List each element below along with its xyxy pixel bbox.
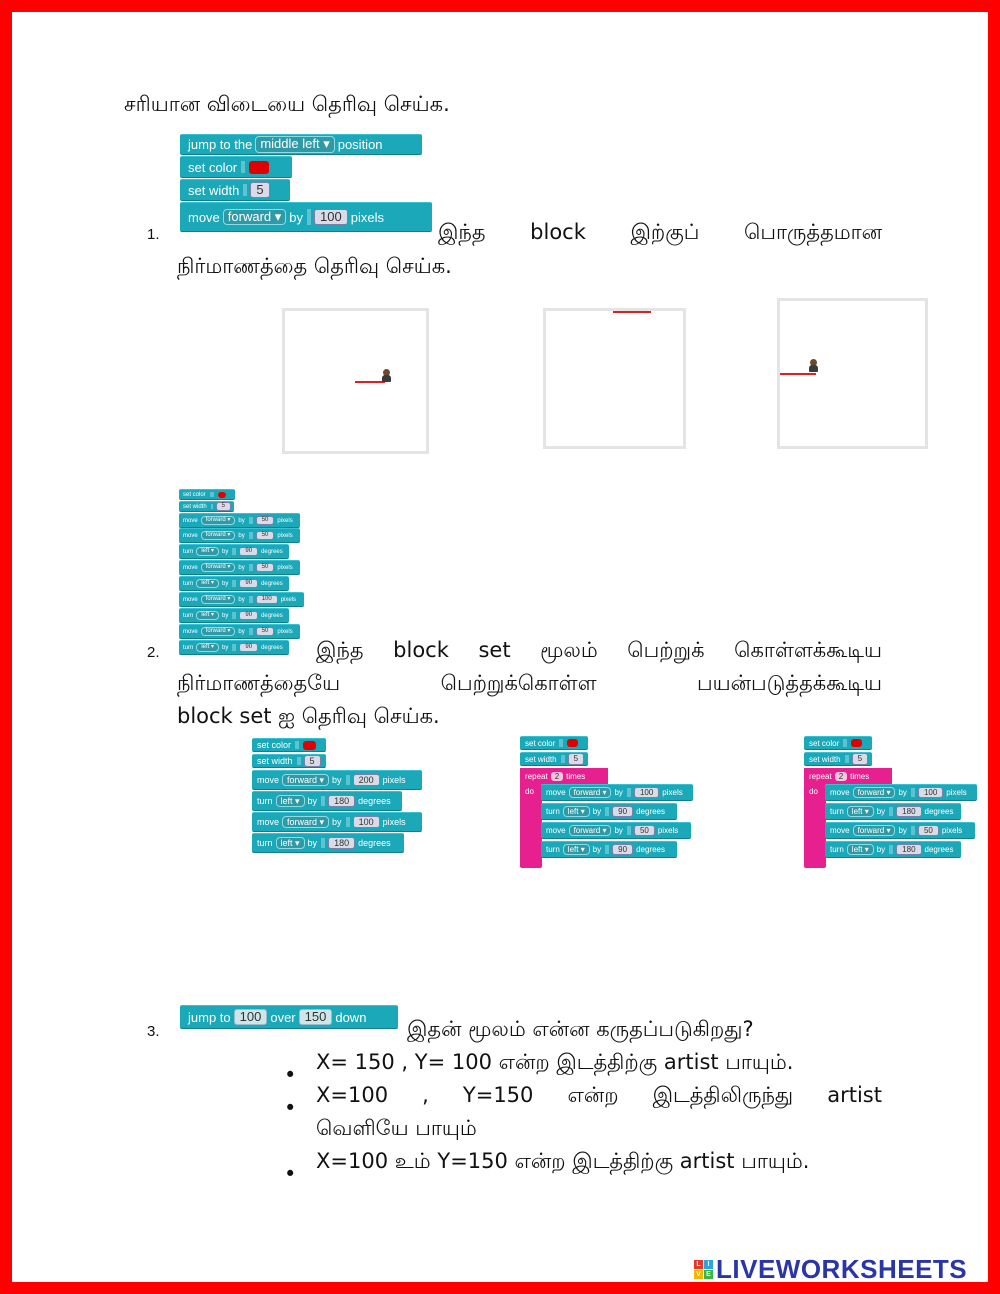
direction-dropdown[interactable]: forward ▾ bbox=[282, 774, 329, 786]
angle-value[interactable]: 180 bbox=[328, 837, 355, 849]
question-2-number: 2. bbox=[147, 644, 160, 661]
input-notch bbox=[249, 564, 253, 572]
block-label: pixels bbox=[941, 826, 963, 835]
direction-dropdown[interactable]: forward ▾ bbox=[201, 595, 236, 604]
input-notch bbox=[321, 838, 325, 849]
block-label: by bbox=[876, 807, 886, 816]
block-label: set width bbox=[183, 503, 207, 510]
block-label: by bbox=[238, 596, 245, 603]
block-label: by bbox=[898, 826, 907, 835]
question-3-text: இதன் மூலம் என்ன கருதப்படுகிறது? bbox=[407, 1017, 754, 1041]
input-notch bbox=[232, 580, 236, 588]
input-notch bbox=[561, 755, 565, 762]
move-block bbox=[179, 513, 300, 528]
block-label: set color bbox=[183, 491, 206, 498]
worksheet-page bbox=[12, 12, 988, 1282]
direction-dropdown[interactable]: forward ▾ bbox=[282, 816, 329, 828]
logo-text: LIVEWORKSHEETS bbox=[716, 1254, 968, 1282]
input-notch bbox=[911, 788, 915, 797]
move-block bbox=[179, 528, 300, 543]
direction-dropdown[interactable]: forward ▾ bbox=[201, 531, 236, 540]
input-notch bbox=[249, 596, 253, 604]
block-label: pixels bbox=[277, 517, 293, 524]
block-label: set color bbox=[188, 159, 238, 175]
repeat-block bbox=[520, 768, 608, 785]
distance-value[interactable]: 200 bbox=[353, 774, 380, 786]
block-label: move bbox=[257, 817, 280, 827]
block-label: move bbox=[183, 532, 198, 539]
block-label: by bbox=[222, 580, 229, 587]
block-label: turn bbox=[257, 796, 273, 806]
block-label: turn bbox=[183, 644, 194, 651]
block-label: turn bbox=[183, 580, 194, 587]
instruction-heading: சரியான விடையை தெரிவு செய்க. bbox=[124, 92, 450, 116]
input-notch bbox=[295, 741, 299, 748]
color-swatch[interactable] bbox=[303, 741, 316, 750]
input-notch bbox=[249, 517, 253, 525]
block-label: by bbox=[898, 788, 907, 797]
width-block bbox=[179, 501, 234, 512]
distance-value[interactable]: 50 bbox=[918, 825, 939, 836]
angle-value[interactable]: 90 bbox=[239, 643, 258, 652]
move-block bbox=[825, 784, 977, 801]
block-label: by bbox=[238, 532, 245, 539]
text-fragment: இற்குப் bbox=[630, 220, 700, 244]
answer-option-2-continued: வெளியே பாயும் bbox=[316, 1116, 477, 1140]
color-block bbox=[520, 736, 588, 750]
position-dropdown[interactable]: middle left ▾ bbox=[255, 136, 334, 153]
direction-dropdown[interactable]: forward ▾ bbox=[569, 787, 612, 798]
text-fragment: இடத்திலிருந்து bbox=[652, 1083, 794, 1107]
direction-dropdown[interactable]: forward ▾ bbox=[201, 563, 236, 572]
turn-block bbox=[825, 841, 961, 858]
direction-dropdown[interactable]: forward ▾ bbox=[201, 516, 236, 525]
direction-dropdown[interactable]: forward ▾ bbox=[223, 209, 287, 226]
text-fragment: , bbox=[422, 1083, 429, 1107]
answer-option-1[interactable]: X= 150 , Y= 100 என்ற இடத்திற்கு artist பாயும். bbox=[316, 1050, 794, 1074]
direction-dropdown[interactable]: forward ▾ bbox=[853, 825, 896, 836]
block-label: set width bbox=[809, 754, 841, 764]
block-label: jump to the bbox=[188, 137, 253, 152]
block-label: degrees bbox=[924, 845, 954, 854]
block-label: by bbox=[332, 775, 342, 785]
answer-option-c-canvas[interactable] bbox=[777, 298, 928, 449]
input-notch bbox=[211, 504, 213, 509]
block-label: set color bbox=[525, 738, 556, 748]
block-label: by bbox=[592, 807, 602, 816]
turn-dropdown[interactable]: left ▾ bbox=[276, 795, 305, 807]
turn-block bbox=[179, 544, 289, 559]
input-notch bbox=[210, 492, 214, 497]
answer-option-3-bullet: • bbox=[284, 1162, 297, 1186]
distance-value[interactable]: 100 bbox=[314, 209, 348, 226]
set-width-block bbox=[180, 179, 290, 201]
block-label: set width bbox=[257, 756, 293, 766]
turn-block bbox=[252, 791, 402, 811]
distance-value[interactable]: 100 bbox=[634, 787, 659, 798]
question-1-number: 1. bbox=[147, 226, 160, 243]
block-label: by bbox=[238, 564, 245, 571]
block-label: by bbox=[222, 644, 229, 651]
block-label: by bbox=[876, 845, 886, 854]
move-block bbox=[252, 812, 422, 832]
direction-dropdown[interactable]: forward ▾ bbox=[853, 787, 896, 798]
block-label: by bbox=[238, 628, 245, 635]
turn-dropdown[interactable]: left ▾ bbox=[196, 547, 219, 556]
input-notch bbox=[889, 845, 893, 854]
block-label: repeat bbox=[809, 772, 832, 781]
block-label: by bbox=[238, 517, 245, 524]
block-label: move bbox=[546, 788, 566, 797]
logo-mark-icon bbox=[694, 1260, 713, 1279]
text-fragment: இந்த bbox=[438, 220, 486, 244]
distance-value[interactable]: 50 bbox=[256, 563, 275, 572]
do-label: do bbox=[525, 787, 534, 796]
input-notch bbox=[627, 826, 631, 835]
color-block bbox=[804, 736, 872, 750]
logo-letter-tile: L bbox=[694, 1260, 703, 1269]
move-block bbox=[541, 784, 693, 801]
input-notch bbox=[243, 184, 247, 196]
block-label: move bbox=[257, 775, 280, 785]
angle-value[interactable]: 90 bbox=[239, 611, 258, 620]
liveworksheets-logo bbox=[694, 1254, 967, 1282]
turn-dropdown[interactable]: left ▾ bbox=[276, 837, 305, 849]
set-color-block bbox=[180, 156, 292, 178]
question-1-text-line2: நிர்மாணத்தை தெரிவு செய்க. bbox=[177, 254, 452, 278]
block-label: move bbox=[183, 596, 198, 603]
angle-value[interactable]: 90 bbox=[612, 844, 633, 855]
block-label: degrees bbox=[924, 807, 954, 816]
input-notch bbox=[297, 757, 301, 764]
answer-option-2-bullet: • bbox=[284, 1096, 297, 1120]
block-label: degrees bbox=[261, 612, 283, 619]
turn-block bbox=[179, 608, 289, 623]
move-block bbox=[252, 770, 422, 790]
block-label: turn bbox=[830, 807, 844, 816]
drawn-line bbox=[613, 311, 651, 313]
move-block bbox=[825, 822, 975, 839]
block-label: by bbox=[307, 838, 318, 848]
color-swatch[interactable] bbox=[567, 739, 578, 747]
block-label: by bbox=[222, 548, 229, 555]
block-label: degrees bbox=[358, 838, 391, 848]
logo-letter-tile: I bbox=[704, 1260, 713, 1269]
question-3-number: 3. bbox=[147, 1023, 160, 1040]
block-label: over bbox=[270, 1009, 296, 1025]
logo-letter-tile: V bbox=[694, 1270, 703, 1279]
block-label: pixels bbox=[662, 788, 683, 797]
question-2-text-line3: block set ஐ தெரிவு செய்க. bbox=[177, 704, 440, 728]
question-2-text-line2: நிர்மாணத்தையே பெற்றுக்கொள்ள பயன்படுத்தக்கூடிய bbox=[177, 671, 882, 695]
block-label: degrees bbox=[636, 807, 665, 816]
input-notch bbox=[559, 739, 563, 746]
x-value[interactable]: 100 bbox=[234, 1009, 268, 1026]
block-label: move bbox=[830, 788, 850, 797]
angle-value[interactable]: 180 bbox=[328, 795, 355, 807]
block-label: down bbox=[335, 1009, 367, 1025]
turn-block bbox=[179, 640, 289, 655]
block-label: move bbox=[183, 628, 198, 635]
answer-option-b-canvas[interactable] bbox=[543, 308, 686, 449]
angle-value[interactable]: 180 bbox=[896, 844, 921, 855]
logo-letter-tile: E bbox=[704, 1270, 713, 1279]
distance-value[interactable]: 50 bbox=[256, 627, 275, 636]
width-block bbox=[520, 752, 588, 766]
distance-value[interactable]: 50 bbox=[634, 825, 655, 836]
move-block bbox=[179, 592, 304, 607]
width-block bbox=[804, 752, 872, 766]
block-label: position bbox=[337, 137, 383, 152]
block-label: degrees bbox=[261, 548, 283, 555]
jump-to-position-block bbox=[180, 134, 422, 155]
turn-dropdown[interactable]: left ▾ bbox=[196, 611, 219, 620]
turn-dropdown[interactable]: left ▾ bbox=[196, 579, 219, 588]
input-notch bbox=[843, 739, 847, 746]
input-notch bbox=[249, 532, 253, 540]
block-label: set color bbox=[809, 738, 840, 748]
input-notch bbox=[889, 807, 893, 816]
distance-value[interactable]: 50 bbox=[256, 516, 275, 525]
question-2-text-line1: இந்த block set மூலம் பெற்றுக் கொள்ளக்கூடிய bbox=[316, 638, 882, 662]
block-label: pixels bbox=[280, 596, 297, 603]
text-fragment: என்ற bbox=[567, 1083, 619, 1107]
block-label: degrees bbox=[261, 644, 283, 651]
color-block bbox=[179, 489, 235, 500]
distance-value[interactable]: 100 bbox=[918, 787, 943, 798]
block-label: turn bbox=[830, 845, 844, 854]
block-label: times bbox=[566, 772, 586, 781]
block-label: pixels bbox=[277, 564, 293, 571]
block-label: turn bbox=[183, 548, 194, 555]
turn-dropdown[interactable]: left ▾ bbox=[196, 643, 219, 652]
text-fragment: Y=150 bbox=[462, 1083, 534, 1107]
text-fragment: artist bbox=[827, 1083, 882, 1107]
turn-block bbox=[825, 803, 961, 820]
width-value[interactable]: 5 bbox=[852, 753, 868, 764]
distance-value[interactable]: 100 bbox=[256, 595, 278, 604]
block-label: by bbox=[592, 845, 602, 854]
color-swatch[interactable] bbox=[218, 492, 226, 498]
turn-block bbox=[179, 576, 289, 591]
turn-block bbox=[252, 833, 404, 853]
block-label: by bbox=[289, 209, 304, 225]
block-label: move bbox=[830, 826, 850, 835]
block-label: move bbox=[188, 209, 220, 225]
input-notch bbox=[249, 628, 253, 636]
block-label: pixels bbox=[277, 532, 293, 539]
question-1-text-line1 bbox=[438, 216, 882, 249]
angle-value[interactable]: 90 bbox=[612, 806, 633, 817]
turn-dropdown[interactable]: left ▾ bbox=[563, 844, 590, 855]
block-label: pixels bbox=[657, 826, 679, 835]
block-label: by bbox=[332, 817, 342, 827]
block-label: repeat bbox=[525, 772, 548, 781]
input-notch bbox=[845, 755, 849, 762]
block-label: pixels bbox=[277, 628, 293, 635]
input-notch bbox=[911, 826, 915, 835]
distance-value[interactable]: 100 bbox=[353, 816, 380, 828]
width-value[interactable]: 5 bbox=[304, 755, 321, 767]
block-label: move bbox=[183, 564, 198, 571]
angle-value[interactable]: 90 bbox=[239, 547, 258, 556]
width-value[interactable]: 5 bbox=[216, 502, 231, 511]
text-fragment: X=100 bbox=[316, 1083, 389, 1107]
input-notch bbox=[232, 548, 236, 556]
block-label: degrees bbox=[636, 845, 665, 854]
block-label: jump to bbox=[188, 1009, 231, 1025]
jump-to-coordinates-block bbox=[180, 1005, 398, 1029]
angle-value[interactable]: 90 bbox=[239, 579, 258, 588]
block-label: turn bbox=[257, 838, 273, 848]
input-notch bbox=[307, 209, 311, 226]
block-label: pixels bbox=[946, 788, 967, 797]
block-label: turn bbox=[546, 807, 560, 816]
y-value[interactable]: 150 bbox=[299, 1009, 333, 1026]
direction-dropdown[interactable]: forward ▾ bbox=[201, 627, 236, 636]
drawn-line bbox=[780, 373, 816, 375]
block-label: by bbox=[307, 796, 318, 806]
input-notch bbox=[605, 845, 609, 854]
angle-value[interactable]: 180 bbox=[896, 806, 921, 817]
input-notch bbox=[232, 644, 236, 652]
width-value[interactable]: 5 bbox=[250, 182, 269, 199]
turn-block bbox=[541, 841, 677, 858]
block-label: turn bbox=[546, 845, 560, 854]
block-label: by bbox=[614, 826, 623, 835]
block-label: pixels bbox=[382, 817, 406, 827]
width-block bbox=[252, 754, 326, 768]
block-label: set color bbox=[257, 740, 292, 750]
block-label: times bbox=[850, 772, 870, 781]
text-fragment: பொருத்தமான bbox=[743, 220, 882, 244]
answer-option-3[interactable]: X=100 உம் Y=150 என்ற இடத்திற்கு artist பாயும். bbox=[316, 1149, 810, 1173]
color-swatch[interactable] bbox=[249, 161, 269, 174]
block-label: move bbox=[183, 517, 198, 524]
turn-dropdown[interactable]: left ▾ bbox=[847, 844, 874, 855]
input-notch bbox=[241, 161, 245, 173]
input-notch bbox=[346, 817, 350, 828]
block-label: by bbox=[614, 788, 623, 797]
color-block bbox=[252, 738, 326, 752]
artist-icon bbox=[808, 359, 818, 373]
repeat-block bbox=[804, 768, 892, 785]
input-notch bbox=[627, 788, 631, 797]
move-block bbox=[541, 822, 691, 839]
turn-block bbox=[541, 803, 677, 820]
block-label: by bbox=[222, 612, 229, 619]
turn-dropdown[interactable]: left ▾ bbox=[847, 806, 874, 817]
block-label: pixels bbox=[382, 775, 406, 785]
move-block bbox=[179, 560, 300, 575]
answer-option-a-canvas[interactable] bbox=[282, 308, 429, 454]
input-notch bbox=[321, 796, 325, 807]
move-block bbox=[179, 624, 300, 639]
width-value[interactable]: 5 bbox=[568, 753, 584, 764]
do-label: do bbox=[809, 787, 818, 796]
answer-option-2[interactable] bbox=[316, 1079, 882, 1112]
turn-dropdown[interactable]: left ▾ bbox=[563, 806, 590, 817]
block-label: pixels bbox=[350, 209, 384, 225]
block-label: set width bbox=[188, 182, 240, 198]
text-fragment: block bbox=[530, 220, 586, 244]
input-notch bbox=[232, 612, 236, 620]
distance-value[interactable]: 50 bbox=[256, 531, 275, 540]
block-label: degrees bbox=[358, 796, 391, 806]
input-notch bbox=[605, 807, 609, 816]
answer-option-1-bullet: • bbox=[284, 1063, 297, 1087]
color-swatch[interactable] bbox=[851, 739, 862, 747]
block-label: set width bbox=[525, 754, 557, 764]
repeat-count[interactable]: 2 bbox=[835, 772, 847, 781]
artist-icon bbox=[381, 369, 391, 383]
direction-dropdown[interactable]: forward ▾ bbox=[569, 825, 612, 836]
block-label: turn bbox=[183, 612, 194, 619]
block-label: degrees bbox=[261, 580, 283, 587]
input-notch bbox=[346, 775, 350, 786]
repeat-count[interactable]: 2 bbox=[551, 772, 563, 781]
move-forward-block bbox=[180, 202, 432, 232]
block-label: move bbox=[546, 826, 566, 835]
